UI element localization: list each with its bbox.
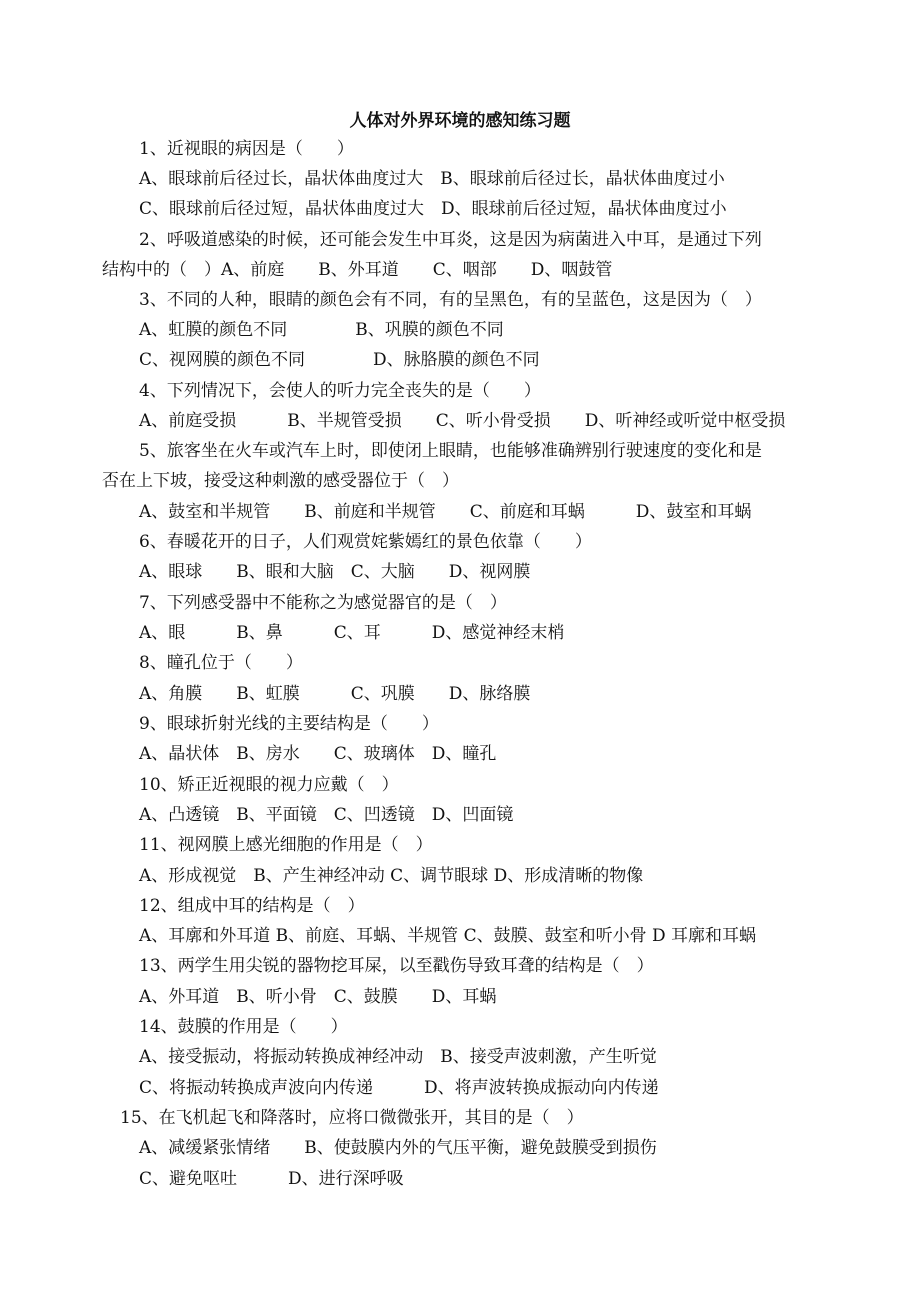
question-4 bbox=[139, 380, 541, 402]
question-text: 10、矫正近视眼的视力应戴（ ） bbox=[139, 775, 399, 795]
question-12-options bbox=[139, 925, 756, 947]
question-14-options-ab bbox=[139, 1046, 657, 1068]
question-15-options-ab bbox=[139, 1137, 657, 1159]
question-3-options-cd bbox=[139, 349, 540, 371]
options-text: A、眼 B、鼻 C、耳 D、感觉神经末梢 bbox=[139, 623, 565, 643]
question-7 bbox=[139, 592, 507, 614]
question-text: 8、瞳孔位于（ ） bbox=[139, 653, 303, 673]
options-text: A、接受振动，将振动转换成神经冲动 B、接受声波刺激，产生听觉 bbox=[139, 1047, 657, 1067]
question-14 bbox=[139, 1016, 348, 1038]
options-text: C、视网膜的颜色不同 D、脉胳膜的颜色不同 bbox=[139, 350, 540, 370]
question-13-options bbox=[139, 986, 496, 1008]
options-text: A、虹膜的颜色不同 B、巩膜的颜色不同 bbox=[139, 320, 504, 340]
question-6-options bbox=[139, 561, 530, 583]
options-text: A、凸透镜 B、平面镜 C、凹透镜 D、凹面镜 bbox=[139, 805, 514, 825]
question-3-options-ab bbox=[139, 319, 504, 341]
options-text: A、晶状体 B、房水 C、玻璃体 D、瞳孔 bbox=[139, 744, 497, 764]
question-8-options bbox=[139, 683, 530, 705]
options-text: A、角膜 B、虹膜 C、巩膜 D、脉络膜 bbox=[139, 684, 531, 704]
question-8 bbox=[139, 652, 303, 674]
question-text: 9、眼球折射光线的主要结构是（ ） bbox=[139, 714, 439, 734]
question-3 bbox=[139, 289, 762, 311]
question-15-options-cd bbox=[139, 1168, 404, 1190]
question-10 bbox=[139, 774, 399, 796]
question-text: 结构中的（ ）A、前庭 B、外耳道 C、咽部 D、咽鼓管 bbox=[102, 260, 613, 280]
options-text: A、鼓室和半规管 B、前庭和半规管 C、前庭和耳蜗 D、鼓室和耳蜗 bbox=[139, 502, 752, 522]
question-text: 15、在飞机起飞和降落时，应将口微微张开，其目的是（ ） bbox=[120, 1108, 584, 1128]
options-text: C、避免呕吐 D、进行深呼吸 bbox=[139, 1169, 404, 1189]
question-5-line-2 bbox=[102, 470, 459, 492]
question-text: 1、近视眼的病因是（ ） bbox=[139, 139, 354, 159]
question-text: 3、不同的人种，眼睛的颜色会有不同，有的呈黑色，有的呈蓝色，这是因为（ ） bbox=[139, 290, 762, 310]
question-text: 否在上下坡，接受这种刺激的感受器位于（ ） bbox=[102, 471, 459, 491]
question-text: 14、鼓膜的作用是（ ） bbox=[139, 1017, 348, 1037]
options-text: C、将振动转换成声波向内传递 D、将声波转换成振动向内传递 bbox=[139, 1078, 659, 1098]
question-13 bbox=[139, 955, 654, 977]
question-9 bbox=[139, 713, 439, 735]
question-10-options bbox=[139, 804, 513, 826]
options-text: A、眼球前后径过长，晶状体曲度过大 B、眼球前后径过长，晶状体曲度过小 bbox=[139, 169, 725, 189]
question-text: 4、下列情况下，会使人的听力完全丧失的是（ ） bbox=[139, 381, 541, 401]
question-12 bbox=[139, 895, 365, 917]
question-2-line-1 bbox=[139, 229, 762, 251]
question-6 bbox=[139, 531, 592, 553]
question-1 bbox=[139, 138, 354, 160]
question-15 bbox=[120, 1107, 584, 1129]
question-11 bbox=[139, 834, 433, 856]
question-1-options-ab bbox=[139, 168, 725, 190]
options-text: A、前庭受损 B、半规管受损 C、听小骨受损 D、听神经或听觉中枢受损 bbox=[139, 411, 786, 431]
question-text: 13、两学生用尖锐的器物挖耳屎，以至戳伤导致耳聋的结构是（ ） bbox=[139, 956, 654, 976]
question-1-options-cd bbox=[139, 198, 727, 220]
question-text: 12、组成中耳的结构是（ ） bbox=[139, 896, 365, 916]
question-text: 6、春暖花开的日子，人们观赏姹紫嫣红的景色依靠（ ） bbox=[139, 532, 592, 552]
question-14-options-cd bbox=[139, 1077, 659, 1099]
options-text: A、减缓紧张情绪 B、使鼓膜内外的气压平衡，避免鼓膜受到损伤 bbox=[139, 1138, 657, 1158]
question-text: 2、呼吸道感染的时候，还可能会发生中耳炎，这是因为病菌进入中耳，是通过下列 bbox=[139, 230, 762, 250]
options-text: A、耳廓和外耳道 B、前庭、耳蜗、半规管 C、鼓膜、鼓室和听小骨 D 耳廓和耳蜗 bbox=[139, 926, 757, 946]
document-title: 人体对外界环境的感知练习题 bbox=[349, 111, 571, 131]
options-text: A、外耳道 B、听小骨 C、鼓膜 D、耳蜗 bbox=[139, 987, 497, 1007]
question-text: 11、视网膜上感光细胞的作用是（ ） bbox=[139, 835, 433, 855]
options-text: A、形成视觉 B、产生神经冲动 C、调节眼球 D、形成清晰的物像 bbox=[139, 866, 644, 886]
options-text: C、眼球前后径过短，晶状体曲度过大 D、眼球前后径过短，晶状体曲度过小 bbox=[139, 199, 727, 219]
question-5-line-1 bbox=[139, 440, 762, 462]
question-text: 7、下列感受器中不能称之为感觉器官的是（ ） bbox=[139, 593, 507, 613]
question-4-options bbox=[139, 410, 785, 432]
question-text: 5、旅客坐在火车或汽车上时，即使闭上眼睛，也能够准确辨别行驶速度的变化和是 bbox=[139, 441, 762, 461]
question-9-options bbox=[139, 743, 496, 765]
question-2-line-2 bbox=[102, 259, 612, 281]
options-text: A、眼球 B、眼和大脑 C、大脑 D、视网膜 bbox=[139, 562, 531, 582]
question-11-options bbox=[139, 865, 643, 887]
question-5-options bbox=[139, 501, 751, 523]
question-7-options bbox=[139, 622, 564, 644]
